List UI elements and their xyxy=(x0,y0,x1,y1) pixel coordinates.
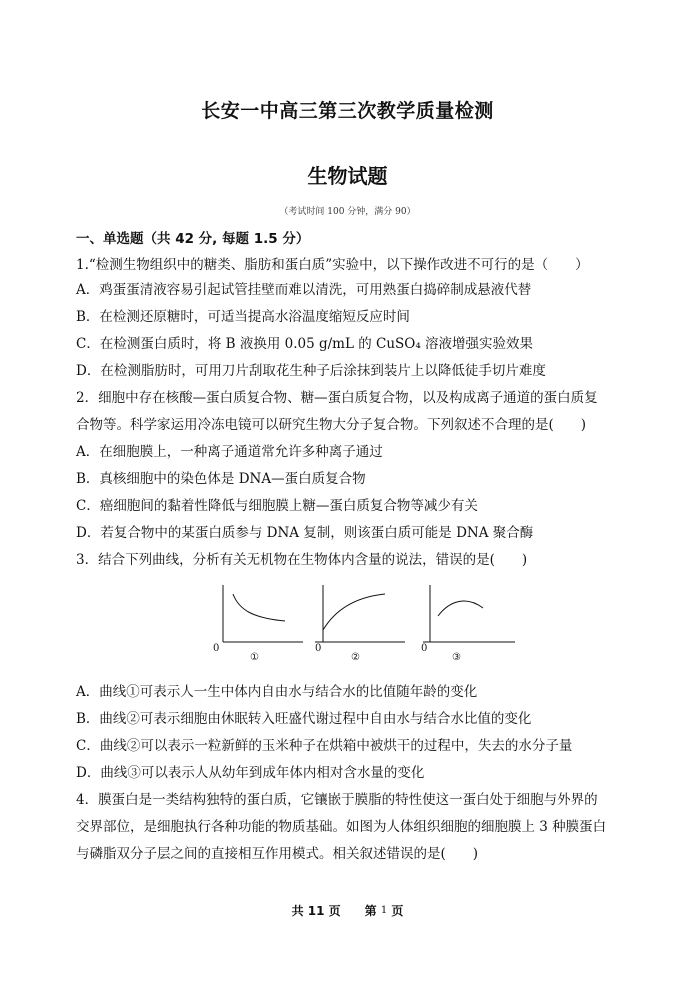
question-2-stem-line-1: 2．细胞中存在核酸—蛋白质复合物、糖—蛋白质复合物，以及构成离子通道的蛋白质复 xyxy=(76,390,598,406)
graph-1-label: ① xyxy=(250,652,259,663)
section-heading: 一、单选题（共 42 分, 每题 1.5 分） xyxy=(76,231,310,247)
question-4-stem-line-2: 交界部位，是细胞执行各种功能的物质基础。如图为人体组织细胞的细胞膜上 3 种膜蛋白 xyxy=(76,819,607,835)
question-3-option-b: B．曲线②可表示细胞由休眠转入旺盛代谢过程中自由水与结合水比值的变化 xyxy=(76,711,532,727)
question-3-stem: 3．结合下列曲线，分析有关无机物在生物体内含量的说法，错误的是( ) xyxy=(76,552,528,568)
footer-total-pages: 11 xyxy=(307,904,325,918)
graph-2-label: ② xyxy=(351,652,360,663)
page-footer xyxy=(0,902,695,919)
graph-3-label: ③ xyxy=(452,652,461,663)
footer-total-suffix: 页 第 xyxy=(324,904,381,918)
curve-3 xyxy=(438,601,483,616)
exam-title: 长安一中高三第三次教学质量检测 xyxy=(201,100,494,122)
curve-graph-2 xyxy=(315,585,405,663)
question-1-option-d: D．在检测脂肪时，可用刀片刮取花生种子后涂抹到装片上以降低徒手切片难度 xyxy=(76,363,546,379)
question-3-option-a: A．曲线①可表示人一生中体内自由水与结合水的比值随年龄的变化 xyxy=(76,684,478,700)
question-4-stem-line-1: 4．膜蛋白是一类结构独特的蛋白质，它镶嵌于膜脂的特性使这一蛋白处于细胞与外界的 xyxy=(76,792,598,808)
question-2-option-c: C．癌细胞间的黏着性降低与细胞膜上糖—蛋白质复合物等减少有关 xyxy=(76,498,478,514)
question-1-option-a: A．鸡蛋蛋清液容易引起试管挂壁而难以清洗，可用熟蛋白捣碎制成悬液代替 xyxy=(76,282,532,298)
question-1-option-c: C．在检测蛋白质时，将 B 液换用 0.05 g/mL 的 CuSO₄ 溶液增强实验效果 xyxy=(76,336,534,352)
curve-graph-3 xyxy=(421,585,515,663)
question-3-curve-figures xyxy=(205,580,525,665)
curve-2 xyxy=(323,594,385,630)
question-2-option-b: B．真核细胞中的染色体是 DNA—蛋白质复合物 xyxy=(76,471,366,487)
curves-svg xyxy=(205,580,525,665)
question-1-stem: 1.“检测生物组织中的糖类、脂肪和蛋白质”实验中，以下操作改进不可行的是（ ） xyxy=(76,257,589,273)
graph-1-origin: 0 xyxy=(213,643,220,654)
curve-1 xyxy=(233,594,285,621)
question-2-option-d: D．若复合物中的某蛋白质参与 DNA 复制，则该蛋白质可能是 DNA 聚合酶 xyxy=(76,525,534,541)
question-2-option-a: A．在细胞膜上，一种离子通道常允许多种离子通过 xyxy=(76,444,383,460)
footer-current-suffix: 页 xyxy=(387,904,404,918)
graph-2-origin: 0 xyxy=(315,643,322,654)
question-4-stem-line-3: 与磷脂双分子层之间的直接相互作用模式。相关叙述错误的是( ) xyxy=(76,846,479,862)
question-3-option-c: C．曲线②可以表示一粒新鲜的玉米种子在烘箱中被烘干的过程中，失去的水分子量 xyxy=(76,738,573,754)
question-2-stem-line-2: 合物等。科学家运用冷冻电镜可以研究生物大分子复合物。下列叙述不合理的是( ) xyxy=(76,417,587,433)
subject-title: 生物试题 xyxy=(307,164,388,188)
question-3-option-d: D．曲线③可以表示人从幼年到成年体内相对含水量的变化 xyxy=(76,765,425,781)
curve-graph-1 xyxy=(213,585,303,663)
footer-current-page: 1 xyxy=(380,905,388,916)
footer-total-prefix: 共 xyxy=(291,904,308,918)
graph-3-origin: 0 xyxy=(421,643,428,654)
question-1-option-b: B．在检测还原糖时，可适当提高水浴温度缩短反应时间 xyxy=(76,309,410,325)
exam-info: （考试时间 100 分钟，满分 90） xyxy=(279,207,416,217)
